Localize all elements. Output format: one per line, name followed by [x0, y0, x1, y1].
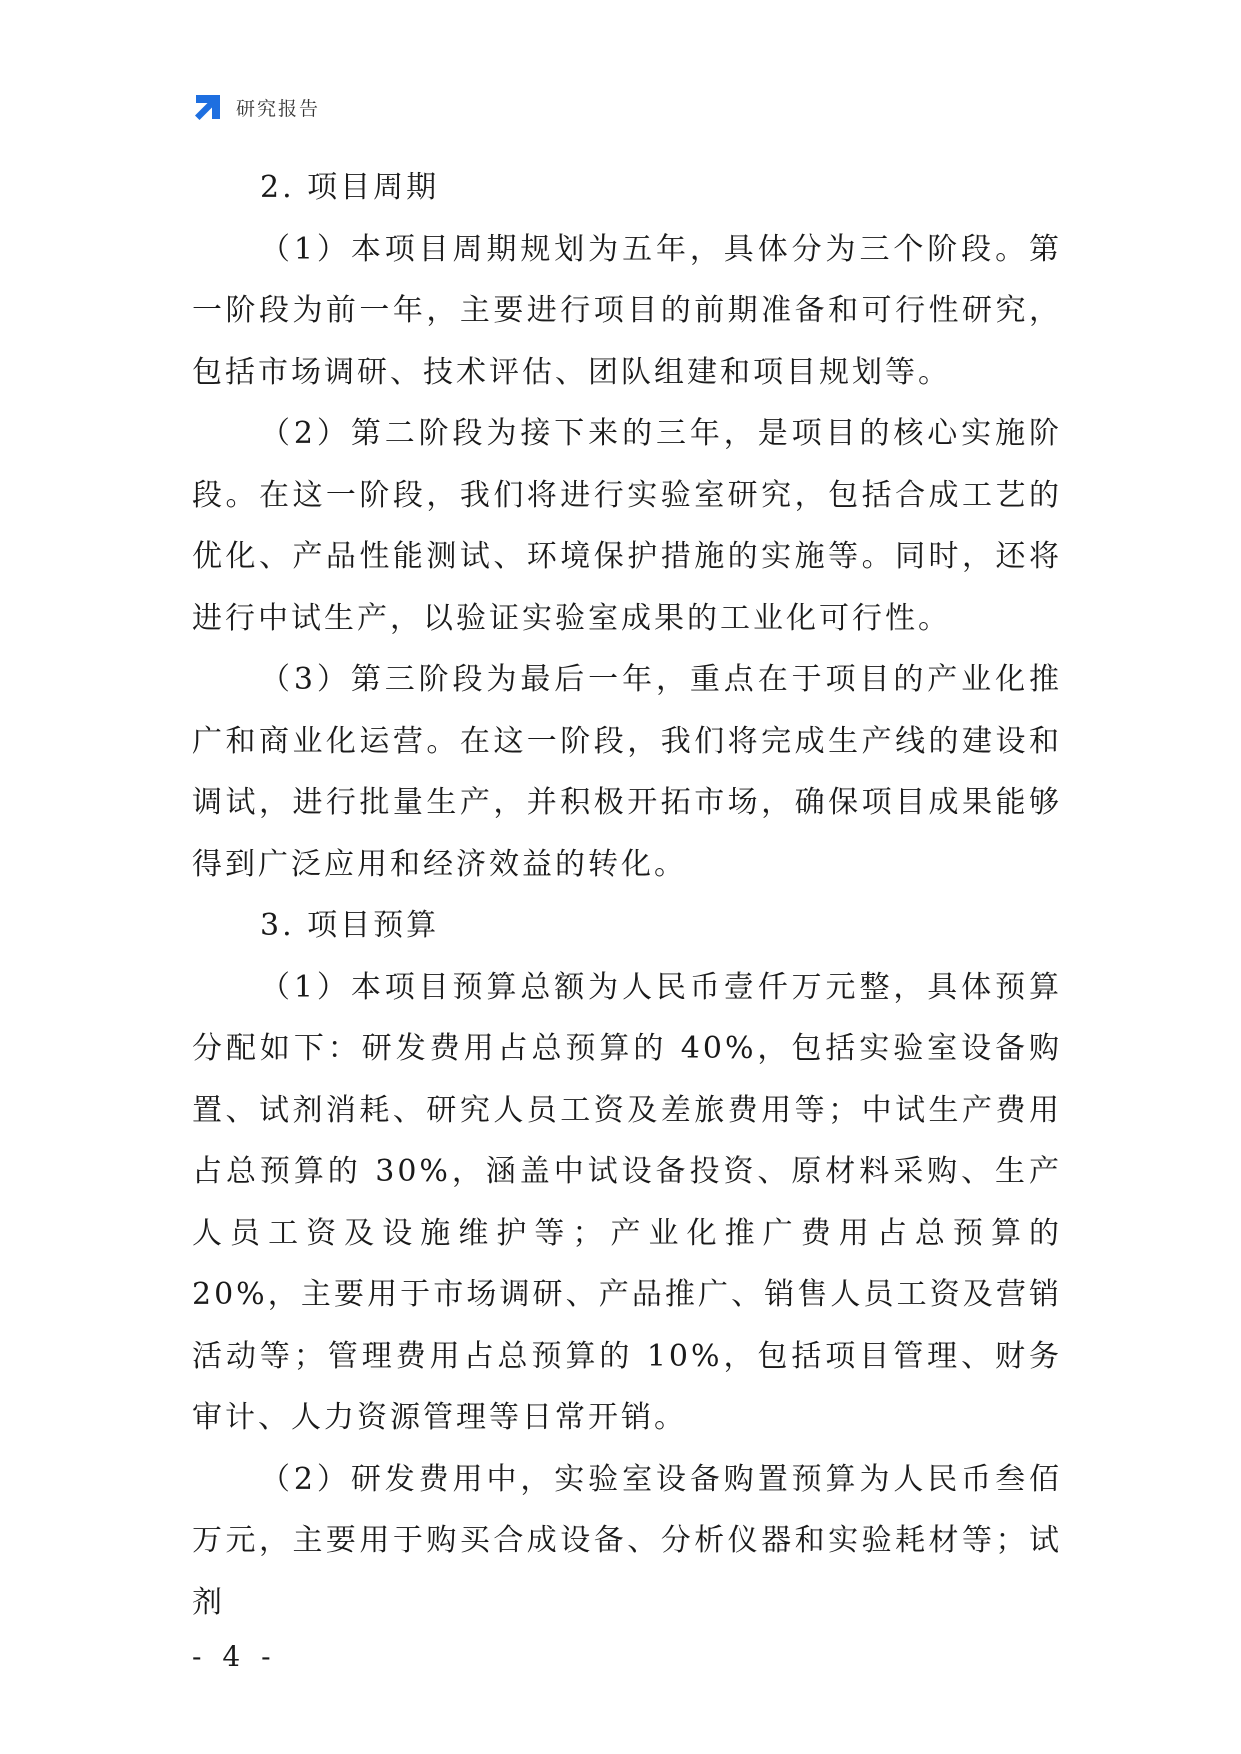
arrow-logo-icon — [192, 91, 224, 123]
document-body — [192, 157, 1062, 1633]
section-heading-project-cycle: 2. 项目周期 — [260, 170, 440, 205]
paragraph-cycle-phase-3: （3）第三阶段为最后一年，重点在于项目的产业化推广和商业化运营。在这一阶段，我们将完成生产线的建设和调试，进行批量生产，并积极开拓市场，确保项目成果能够得到广泛应用和经济效益的转化。 — [192, 662, 1062, 882]
section-heading-project-budget: 3. 项目预算 — [260, 908, 440, 943]
header-title: 研究报告 — [236, 97, 321, 120]
page-number: - 4 - — [192, 1640, 277, 1673]
paragraph-cycle-phase-2: （2）第二阶段为接下来的三年，是项目的核心实施阶段。在这一阶段，我们将进行实验室研究，包括合成工艺的优化、产品性能测试、环境保护措施的实施等。同时，还将进行中试生产，以验证实验室成果的工业化可行性。 — [192, 416, 1062, 636]
paragraph-cycle-phase-1: （1）本项目周期规划为五年，具体分为三个阶段。第一阶段为前一年，主要进行项目的前期准备和可行性研究，包括市场调研、技术评估、团队组建和项目规划等。 — [192, 231, 1062, 390]
page-header — [192, 90, 320, 124]
paragraph-rd-budget: （2）研发费用中，实验室设备购置预算为人民币叁佰万元，主要用于购买合成设备、分析仪器和实验耗材等；试剂 — [192, 1461, 1062, 1620]
paragraph-budget-allocation: （1）本项目预算总额为人民币壹仟万元整，具体预算分配如下：研发费用占总预算的 40%，包括实验室设备购置、试剂消耗、研究人员工资及差旅费用等；中试生产费用占总预算的 30%，涵盖中试设备投资、原材料采购、生产人员工资及设施维护等；产业化推广费用占总预算的 20%，主要用于市场调研、产品推广、销售人员工资及营销活动等；管理费用占总预算的 10%，包括项目管理、财务审计、人力资源管理等日常开销。 — [192, 969, 1062, 1435]
